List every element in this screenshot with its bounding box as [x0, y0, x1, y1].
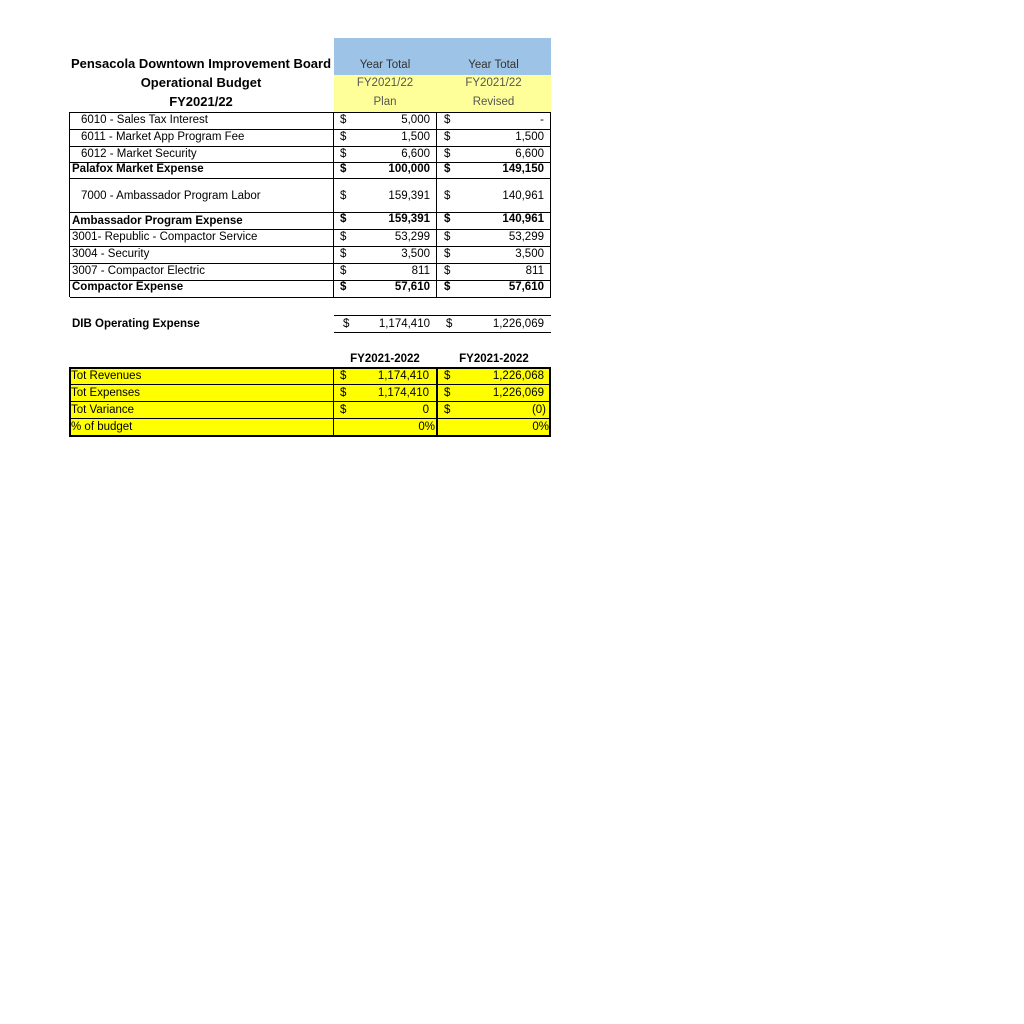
revised-value: 3,500 [515, 248, 544, 260]
grid-line [333, 112, 334, 297]
plan-currency: $ [340, 148, 347, 160]
row-label: 6012 - Market Security [81, 148, 197, 160]
plan-value: 6,600 [401, 148, 430, 160]
plan-value: 0% [418, 421, 435, 433]
plan-currency: $ [340, 387, 347, 399]
plan-value: 0 [422, 404, 429, 416]
subtotal-label: Ambassador Program Expense [72, 215, 243, 227]
plan-currency: $ [340, 248, 347, 260]
summary-row-label: Tot Expenses [71, 387, 141, 399]
summary-row-label: % of budget [71, 421, 133, 433]
plan-value: 53,299 [394, 231, 430, 243]
revised-value: 1,500 [515, 131, 544, 143]
revised-currency: $ [444, 404, 451, 416]
plan-value: 1,174,410 [377, 387, 429, 399]
revised-currency: $ [444, 387, 451, 399]
report-subtitle: Operational Budget [140, 75, 262, 90]
grid-line [70, 280, 551, 281]
revised-header-line1: Year Total [468, 59, 519, 71]
grid-line [333, 367, 334, 437]
grid-line [69, 401, 551, 402]
revised-value: 6,600 [515, 148, 544, 160]
revised-header-line3: Revised [472, 96, 515, 108]
grid-line [70, 112, 551, 113]
revised-value: 1,226,069 [492, 387, 544, 399]
grid-line [69, 418, 551, 419]
operating-expense-label: DIB Operating Expense [72, 318, 200, 330]
row-label: 3007 - Compactor Electric [72, 265, 205, 277]
plan-currency: $ [340, 213, 347, 225]
summary-revised-header: FY2021-2022 [459, 353, 529, 365]
plan-header-line1: Year Total [359, 59, 411, 71]
row-label: 3004 - Security [72, 248, 150, 260]
row-label: 7000 - Ambassador Program Labor [81, 190, 261, 202]
grid-line [69, 435, 551, 437]
revised-currency: $ [444, 281, 451, 293]
row-label: 6011 - Market App Program Fee [81, 131, 245, 143]
grid-line [70, 212, 551, 213]
plan-currency: $ [340, 231, 347, 243]
plan-value: 100,000 [388, 163, 430, 175]
plan-currency: $ [340, 370, 347, 382]
plan-currency: $ [340, 404, 347, 416]
grid-line [70, 178, 551, 179]
summary-row-label: Tot Revenues [71, 370, 142, 382]
plan-value: 159,391 [388, 190, 430, 202]
report-fiscal-year: FY2021/22 [169, 94, 233, 109]
plan-value: 3,500 [401, 248, 430, 260]
row-label: 6010 - Sales Tax Interest [81, 114, 208, 126]
revised-value: 811 [525, 265, 544, 277]
grid-line [69, 384, 551, 385]
grid-line [70, 129, 551, 130]
revised-currency: $ [444, 148, 451, 160]
grid-line [69, 112, 70, 297]
revised-currency: $ [444, 265, 451, 277]
revised-currency: $ [444, 370, 451, 382]
revised-header-line2: FY2021/22 [465, 77, 522, 89]
revised-currency: $ [446, 318, 453, 330]
plan-value: 1,174,410 [378, 318, 430, 330]
grid-line [549, 367, 551, 437]
grid-line [334, 315, 551, 316]
grid-line [69, 367, 551, 369]
subtotal-label: Compactor Expense [72, 281, 184, 293]
revised-currency: $ [444, 163, 451, 175]
grid-line [436, 367, 438, 437]
revised-currency: $ [444, 190, 451, 202]
report-title: Pensacola Downtown Improvement Board [70, 56, 332, 71]
grid-line [436, 112, 437, 297]
revised-currency: $ [444, 231, 451, 243]
grid-line [70, 263, 551, 264]
revised-value: 140,961 [502, 213, 544, 225]
plan-value: 57,610 [394, 281, 430, 293]
plan-value: 5,000 [401, 114, 430, 126]
revised-currency: $ [444, 213, 451, 225]
row-label: 3001- Republic - Compactor Service [72, 231, 258, 243]
revised-currency: $ [444, 131, 451, 143]
summary-plan-header: FY2021-2022 [350, 353, 420, 365]
grid-line [70, 146, 551, 147]
plan-currency: $ [340, 114, 347, 126]
revised-currency: $ [444, 114, 451, 126]
revised-value: 140,961 [502, 190, 544, 202]
plan-header-line3: Plan [373, 96, 397, 108]
revised-value: 53,299 [508, 231, 544, 243]
plan-currency: $ [340, 190, 347, 202]
revised-value: 149,150 [502, 163, 544, 175]
revised-value: (0) [531, 404, 546, 416]
grid-line [70, 297, 551, 298]
grid-line [550, 112, 551, 297]
grid-line [69, 367, 71, 437]
plan-currency: $ [340, 163, 347, 175]
grid-line [70, 162, 551, 163]
plan-currency: $ [340, 281, 347, 293]
revised-currency: $ [444, 248, 451, 260]
summary-row-label: Tot Variance [71, 404, 135, 416]
subtotal-label: Palafox Market Expense [72, 163, 204, 175]
plan-currency: $ [340, 265, 347, 277]
plan-value: 1,174,410 [377, 370, 429, 382]
plan-value: 159,391 [388, 213, 430, 225]
revised-value: - [540, 114, 544, 126]
grid-line [334, 332, 551, 333]
plan-currency: $ [340, 131, 347, 143]
revised-value: 1,226,068 [492, 370, 544, 382]
grid-line [70, 229, 551, 230]
revised-value: 0% [532, 421, 549, 433]
revised-value: 1,226,069 [492, 318, 544, 330]
plan-value: 811 [411, 265, 430, 277]
plan-currency: $ [343, 318, 350, 330]
revised-value: 57,610 [508, 281, 544, 293]
plan-value: 1,500 [401, 131, 430, 143]
plan-header-line2: FY2021/22 [356, 77, 414, 89]
grid-line [70, 246, 551, 247]
